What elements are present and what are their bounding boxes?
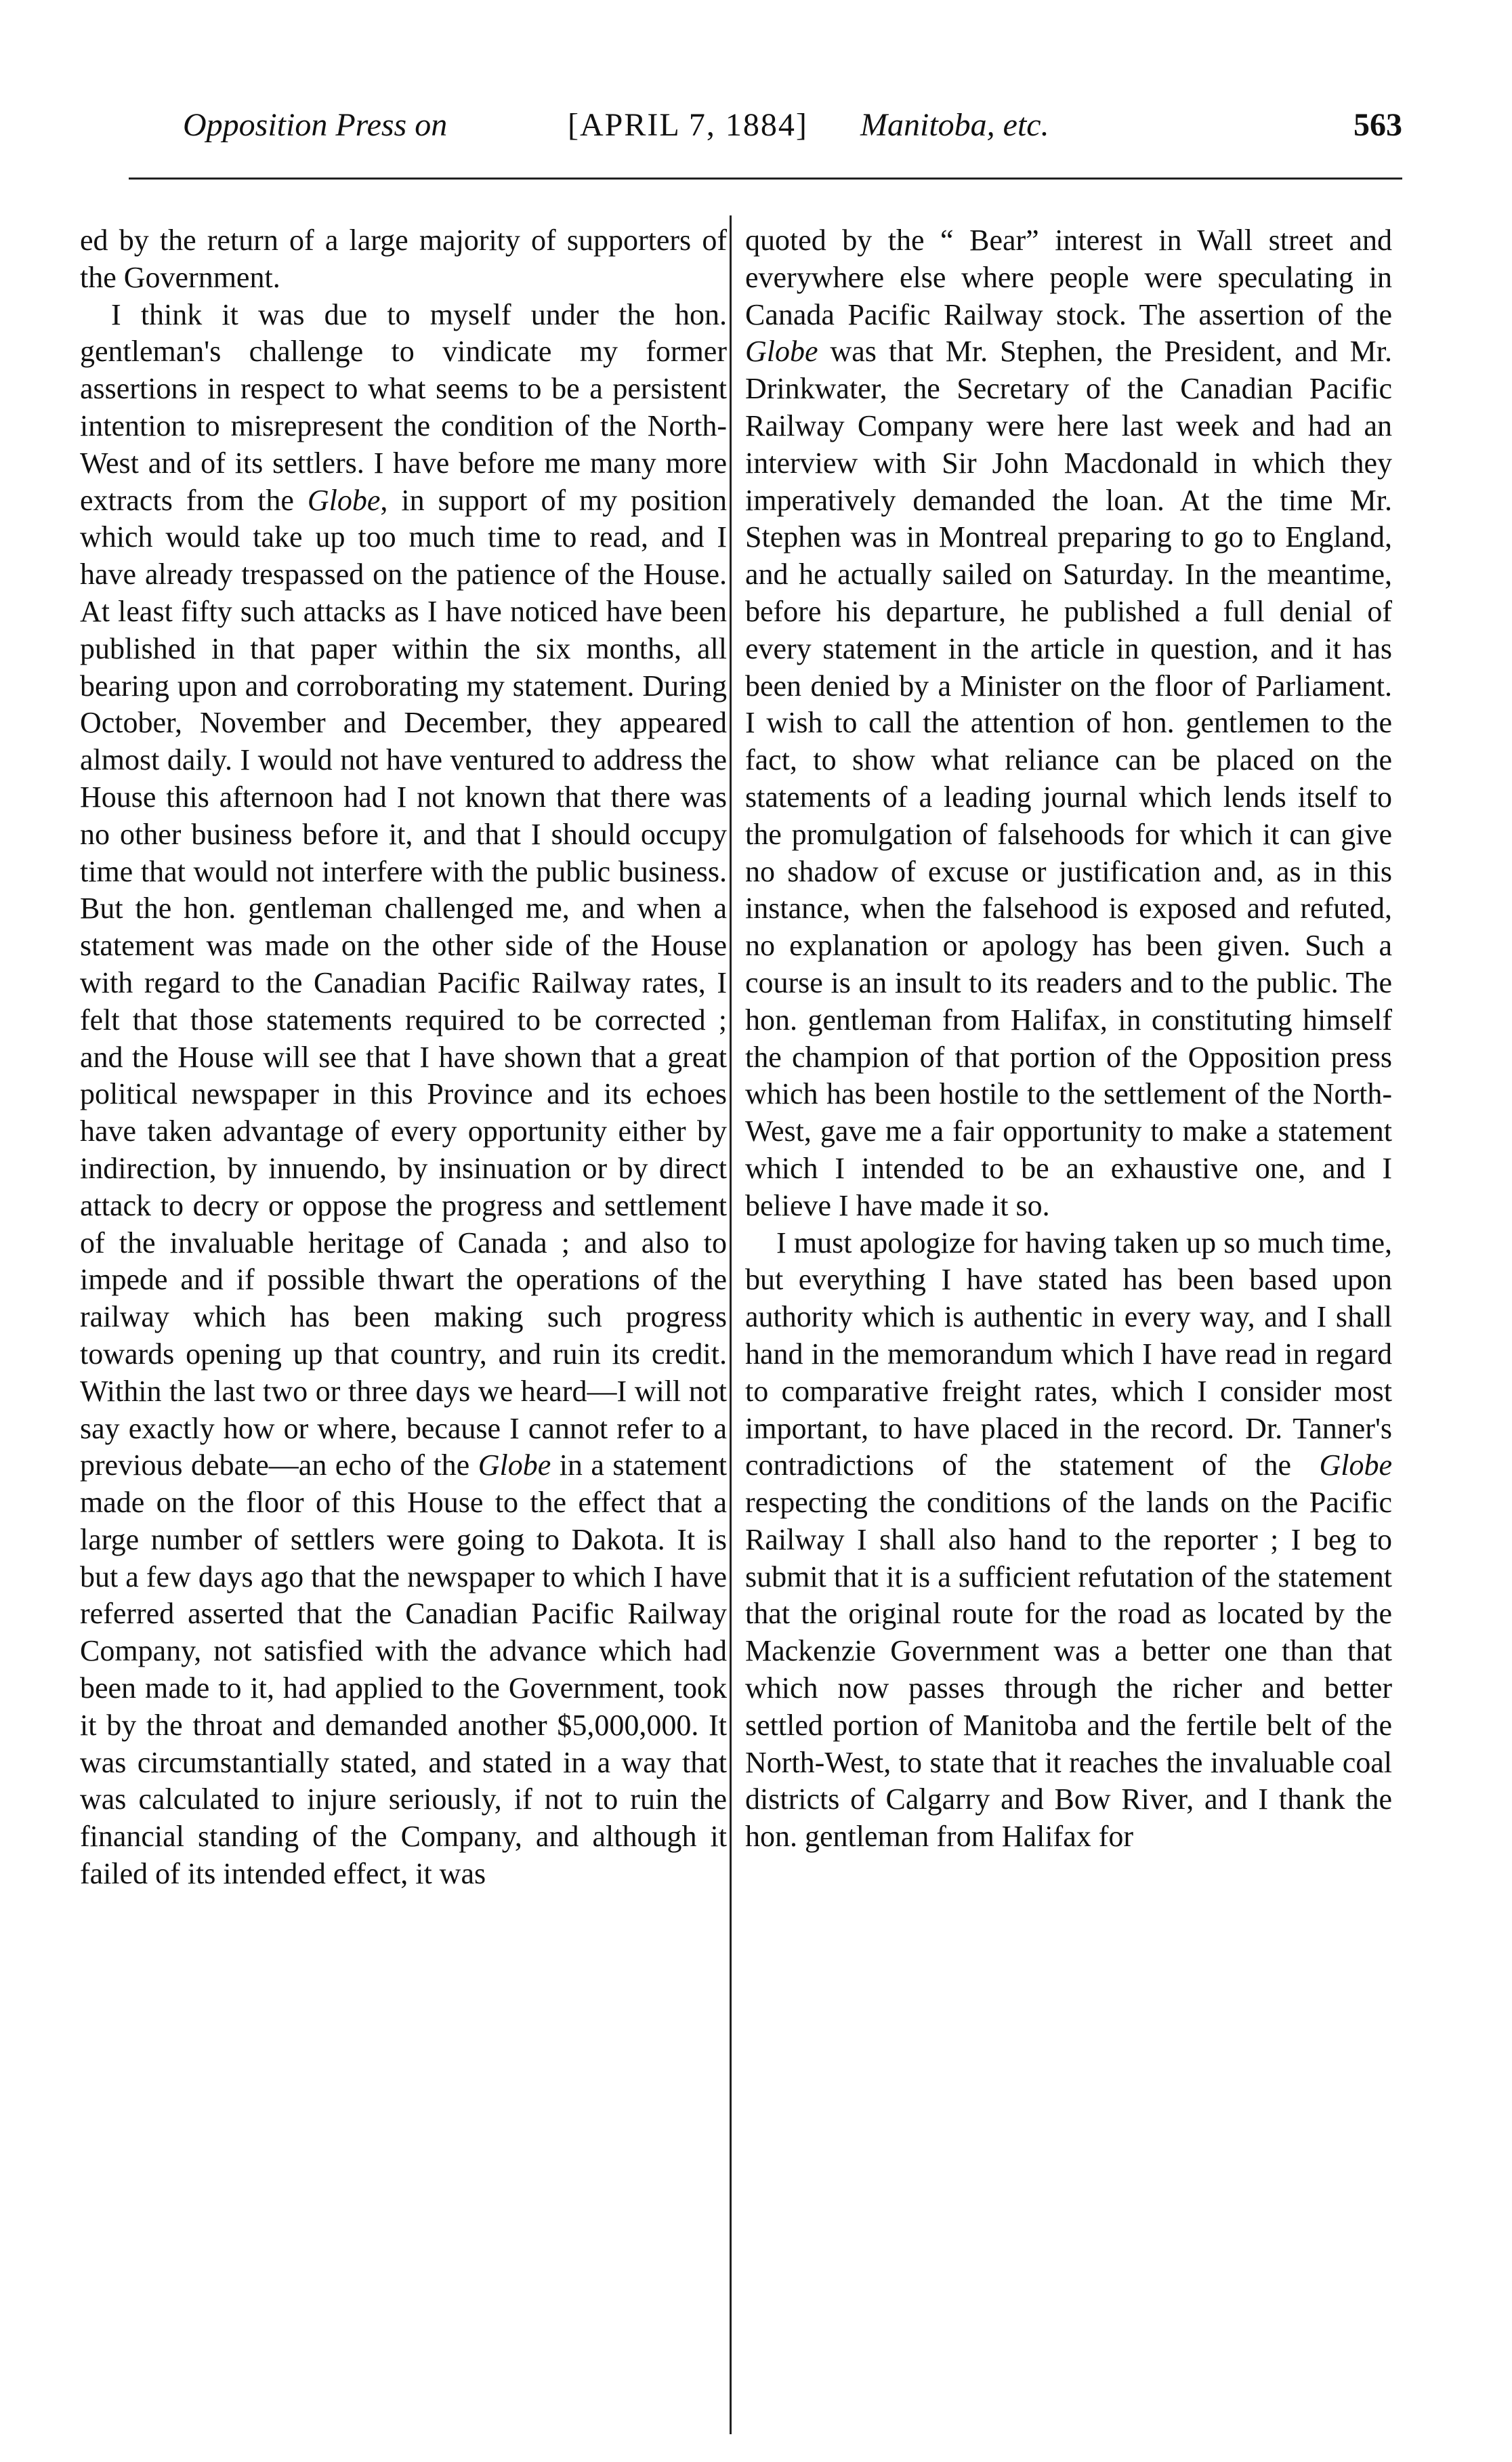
right-column <box>745 222 1392 1856</box>
header-left-title: Opposition Press on <box>183 107 448 143</box>
header-right-title: Manitoba, etc. <box>860 107 1049 143</box>
running-header <box>129 98 1402 152</box>
left-paragraph-2-text-b: , in support of my position which would take up too much time to read, and I have already trespassed on the patience of the House. At least fifty such attacks as I have noticed have been published in that paper within the six months, all bearing upon and corroborating my statement. During October, November and December, they appeared almost daily. I would not have ventured to address the House this afternoon had I not known that there was no other business before it, and that I should occupy time that would not interfere with the public business. But the hon. gentleman challenged me, and when a statement was made on the other side of the House with regard to the Canadian Pacific Railway rates, I felt that those statements required to be corrected ; and the House will see that I have shown that a great political newspaper in this Province and its echoes have taken advantage of every opportunity either by indirection, by innuendo, by insinuation or by direct attack to decry or oppose the progress and settlement of the invaluable heritage of Canada ; and also to impede and if possible thwart the operations of the railway which has been making such progress towards opening up that country, and ruin its credit. Within the last two or three days we heard—I will not say exactly how or where, because I cannot refer to a previous debate—an echo of the <box>80 483 727 1482</box>
right-paragraph-2-text-b: respecting the conditions of the lands on the Pacific Railway I shall also hand to the reporter ; I beg to submit that it is a sufficient refutation of the statement that the original route for the road as located by the Mackenzie Government was a better one than that which now passes through the richer and better settled portion of Manitoba and the fertile belt of the North-West, to state that it reaches the invaluable coal districts of Calgarry and Bow River, and I thank the hon. gentleman from Halifax for <box>745 1486 1392 1854</box>
left-paragraph-2 <box>80 297 727 1893</box>
header-rule <box>129 178 1402 180</box>
left-paragraph-1-text: ed by the return of a large majority of supporters of the Government. <box>80 224 727 294</box>
left-paragraph-2-text-a: I think it was due to myself under the hon. gentleman's challenge to vindicate my former assertions in respect to what seems to be a persistent intention to misrepresent the condition of the North-West and of its settlers. I have before me many more extracts from the <box>80 297 727 517</box>
right-paragraph-2 <box>745 1225 1392 1856</box>
left-paragraph-2-text-c: in a statement made on the floor of this House to the effect that a large number of settlers were going to Dakota. It is but a few days ago that the newspaper to which I have referred asserted that the Canadian Pacific Railway Company, not satisfied with the advance which had been made to it, had applied to the Government, took it by the throat and demanded another $5,000,000. It was circumstantially stated, and stated in a way that was calculated to injure seriously, if not to ruin the financial standing of the Company, and although it failed of its intended effect, it was <box>80 1448 727 1891</box>
header-date: [APRIL 7, 1884] <box>568 107 808 143</box>
column-divider <box>730 215 732 2434</box>
right-paragraph-1 <box>745 222 1392 1225</box>
right-paragraph-1-text-b: was that Mr. Stephen, the President, and Mr. Drinkwater, the Secretary of the Canadian Pacific Railway Company were here last week and had an interview with Sir John Macdonald in which they imperatively demanded the loan. At the time Mr. Stephen was in Montreal preparing to go to England, and he actually sailed on Saturday. In the meantime, before his departure, he published a full denial of every statement in the article in question, and it has been denied by a Minister on the floor of Parliament. I wish to call the attention of hon. gentlemen to the fact, to show what reliance can be placed on the statements of a leading journal which lends itself to the promulgation of falsehoods for which it can give no shadow of excuse or justification and, as in this instance, when the falsehood is exposed and refuted, no explanation or apology has been given. Such a course is an insult to its readers and to the public. The hon. gentleman from Halifax, in constituting himself the champion of that portion of the Opposition press which has been hostile to the settlement of the North-West, gave me a fair opportunity to make a statement which I intended to be an exhaustive one, and I believe I have made it so. <box>745 335 1392 1222</box>
globe-title-ref: Globe <box>307 483 381 517</box>
left-column <box>80 222 727 1893</box>
globe-title-ref: Globe <box>745 335 818 369</box>
right-paragraph-2-text-a: I must apologize for having taken up so much time, but everything I have stated has been based upon authority which is authentic in every way, and I shall hand in the memorandum which I have read in regard to comparative freight rates, which I consider most important, to have placed in the record. Dr. Tanner's contradictions of the statement of the <box>745 1226 1392 1482</box>
right-paragraph-1-text-a: quoted by the “ Bear” interest in Wall street and everywhere else where people were speculating in Canada Pacific Railway stock. The assertion of the <box>745 224 1392 331</box>
globe-title-ref: Globe <box>1319 1448 1392 1482</box>
left-paragraph-1 <box>80 222 727 297</box>
globe-title-ref: Globe <box>478 1448 551 1482</box>
page-number: 563 <box>1353 107 1402 143</box>
